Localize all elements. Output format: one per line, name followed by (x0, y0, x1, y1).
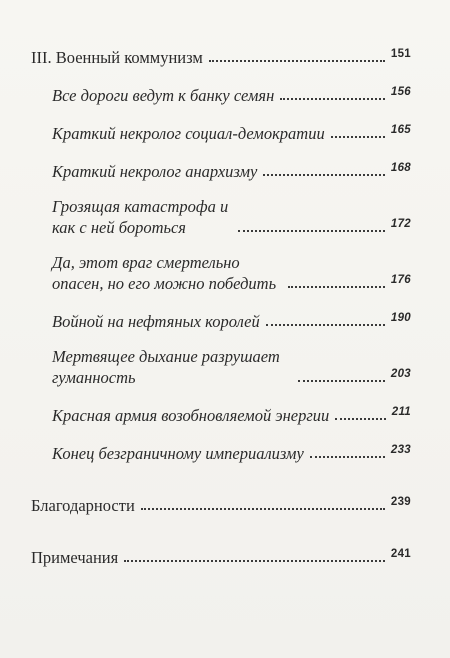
toc-section-title: Примечания (31, 548, 119, 567)
dot-leader (280, 98, 385, 100)
toc-section-row[interactable] (31, 44, 411, 68)
toc-page-number: 239 (390, 496, 411, 508)
toc-chapter-row[interactable] (52, 196, 411, 238)
dot-leader (335, 418, 385, 420)
toc-chapter-row[interactable] (52, 158, 411, 182)
toc-chapter-row[interactable] (52, 82, 411, 106)
toc-page-number: 211 (391, 406, 411, 418)
toc-page-number: 241 (390, 548, 411, 560)
toc-page-number: 156 (390, 86, 411, 98)
toc-page-number: 168 (390, 162, 411, 174)
toc-chapter-title: Войной на нефтяных королей (52, 312, 260, 331)
toc-page-number: 176 (390, 274, 411, 286)
toc-page-number: 203 (390, 368, 411, 380)
toc-chapter-title: Все дороги ведут к банку семян (52, 86, 275, 105)
toc-chapter-row[interactable] (52, 120, 411, 144)
toc-chapter-row[interactable] (52, 252, 411, 294)
toc-chapter-title: Да, этот враг смертельно опасен, но его можно победить (52, 253, 277, 293)
toc-chapter-title: Грозящая катастрофа и как с ней бороться (52, 197, 229, 237)
toc-section-title: Благодарности (31, 496, 135, 515)
toc-chapter-row[interactable] (52, 440, 411, 464)
toc-notes-row[interactable] (31, 544, 411, 568)
toc-chapter-title: Краткий некролог социал-демократии (52, 124, 325, 143)
dot-leader (331, 136, 385, 138)
dot-leader (209, 60, 385, 62)
toc-chapter-title: Красная армия возобновляемой энергии (52, 406, 330, 425)
toc-page-number: 151 (390, 48, 411, 60)
toc-acknowledgements-row[interactable] (31, 492, 411, 516)
dot-leader (288, 286, 385, 288)
toc-section-title: III. Военный коммунизм (31, 48, 203, 67)
dot-leader (124, 560, 385, 562)
dot-leader (266, 324, 385, 326)
toc-page-number: 233 (390, 444, 411, 456)
toc-page-number: 190 (390, 312, 411, 324)
dot-leader (141, 508, 385, 510)
toc-chapter-row[interactable] (52, 346, 411, 388)
toc-chapter-row[interactable] (52, 308, 411, 332)
toc-chapter-title: Краткий некролог анархизму (52, 162, 258, 181)
table-of-contents (31, 44, 411, 568)
toc-chapter-title: Мертвящее дыхание разрушает гуманность (52, 347, 280, 387)
toc-page-number: 172 (390, 218, 411, 230)
dot-leader (298, 380, 385, 382)
toc-chapter-row[interactable] (52, 402, 411, 426)
toc-chapter-title: Конец безграничному империализму (52, 444, 304, 463)
dot-leader (263, 174, 385, 176)
dot-leader (310, 456, 385, 458)
dot-leader (238, 230, 385, 232)
toc-page-number: 165 (390, 124, 411, 136)
